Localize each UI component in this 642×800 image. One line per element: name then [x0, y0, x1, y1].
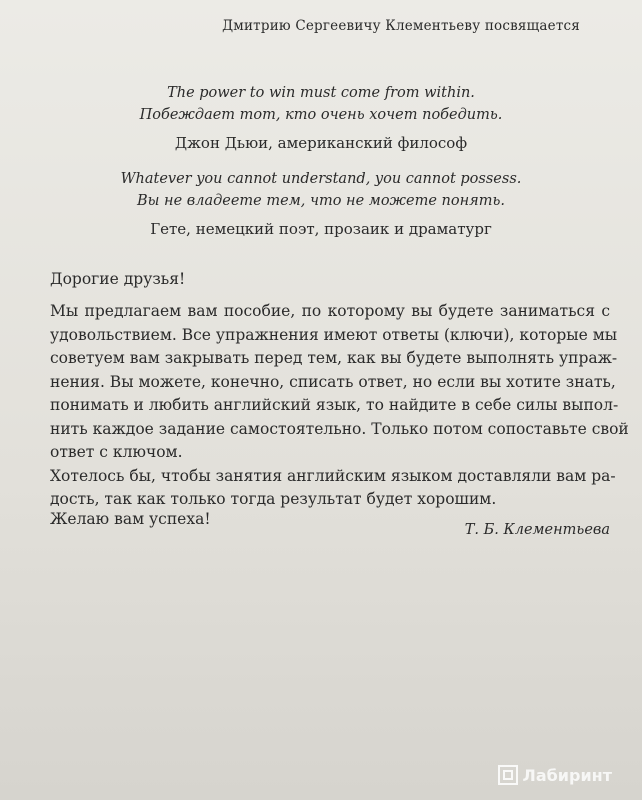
epigraph-2: [0, 168, 642, 240]
epigraph-1: [0, 82, 642, 154]
epigraph-2-author: Гете, немецкий поэт, прозаик и драматург: [150, 220, 492, 238]
closing: Желаю вам успеха!: [50, 510, 211, 528]
body-line: дость, так как только тогда результат будет хорошим.: [50, 490, 497, 508]
epigraph-2-russian: Вы не владеете тем, что не можете понять.: [136, 193, 506, 209]
body-line: Хотелось бы, чтобы занятия английским языком доставляли вам ра-: [50, 466, 616, 485]
body-line: нить каждое задание самостоятельно. Только потом сопоставьте свой: [50, 419, 629, 438]
watermark: [497, 764, 612, 786]
body-line: понимать и любить английский язык, то найдите в себе силы выпол-: [50, 396, 619, 414]
greeting: Дорогие друзья!: [50, 270, 186, 288]
body-line: советуем вам закрывать перед тем, как вы будете выполнять упраж-: [50, 349, 618, 367]
watermark-text: Лабиринт: [522, 765, 612, 785]
epigraph-1-english: The power to win must come from within.: [167, 85, 475, 101]
intro-paragraph: [50, 300, 629, 512]
epigraph-1-author: Джон Дьюи, американский философ: [174, 134, 468, 152]
body-line: Мы предлагаем вам пособие, по которому вы будете заниматься с: [50, 302, 610, 320]
body-line: удовольствием. Все упражнения имеют ответы (ключи), которые мы: [50, 325, 618, 344]
body-line: нения. Вы можете, конечно, списать ответ, но если вы хотите знать,: [50, 372, 616, 391]
signature: Т. Б. Клементьева: [464, 522, 610, 538]
labyrinth-logo-icon: [497, 764, 519, 786]
epigraph-2-english: Whatever you cannot understand, you cannot possess.: [120, 171, 522, 187]
body-line: ответ с ключом.: [50, 443, 183, 461]
dedication: Дмитрию Сергеевичу Клементьеву посвящается: [222, 18, 580, 34]
epigraph-1-russian: Побеждает тот, кто очень хочет победить.: [139, 107, 503, 123]
